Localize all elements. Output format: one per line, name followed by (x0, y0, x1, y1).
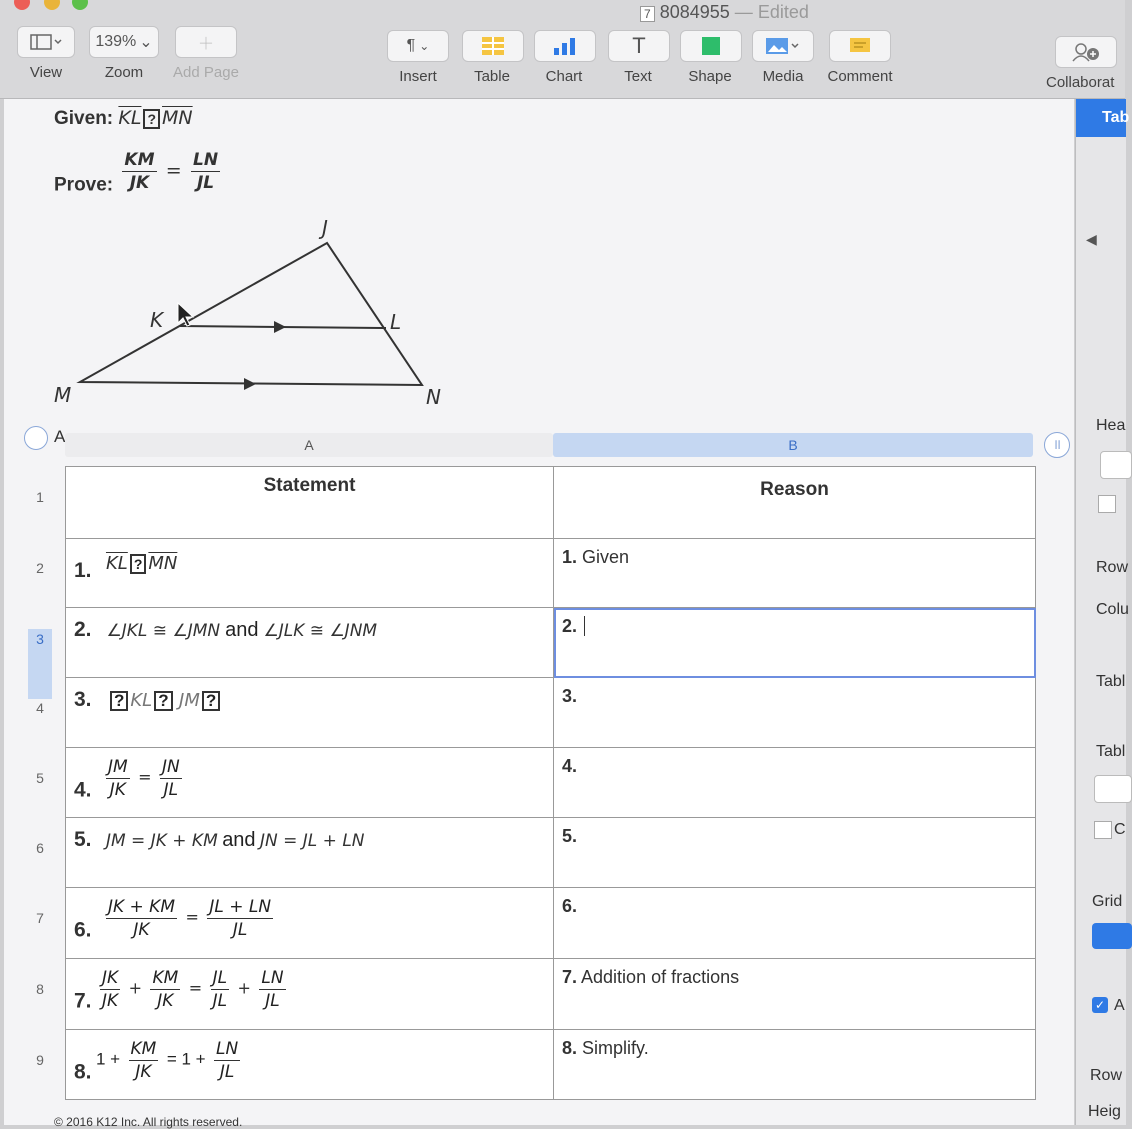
table-row (66, 678, 1036, 748)
prove-right-fraction (191, 149, 220, 194)
reason-cell-7[interactable] (554, 959, 1036, 1030)
document-name: 8084955 (659, 2, 730, 22)
table-row (66, 467, 1036, 539)
reason-header[interactable]: Reason (554, 467, 1036, 539)
row-number-3-label: 3 (36, 631, 44, 647)
equals-sign: = (138, 767, 152, 787)
select-table-handle[interactable] (24, 426, 48, 450)
statement-3-text-j: J (179, 690, 185, 711)
inspector-tab-table[interactable]: Tab (1076, 99, 1126, 137)
missing-symbol-box: ? (143, 109, 160, 129)
given-segment-kl: $\overline{KL}$ (118, 107, 142, 129)
parallel-arrow-kl-icon (274, 321, 286, 333)
numerator: JL + LN (209, 897, 272, 917)
fraction (150, 967, 180, 1012)
statement-8-equals-one-plus: = 1 + (166, 1049, 206, 1069)
zoom-value: 139% (95, 33, 137, 50)
denominator: JL (212, 991, 228, 1011)
prove-left-fraction (122, 149, 156, 194)
numerator: LN (261, 968, 284, 988)
collaborate-label: Collaborat (1046, 74, 1115, 91)
statement-number-2: 2. (74, 618, 92, 641)
statement-5-equation-b: JN = JL + LN (260, 831, 365, 851)
statement-cell-3[interactable] (66, 678, 554, 748)
reason-number-2: 2. (562, 616, 578, 636)
table-icon (462, 30, 524, 62)
collaborate-button[interactable] (1046, 36, 1125, 91)
equals-sign: = (185, 907, 199, 927)
document-title (640, 2, 809, 23)
numerator: KM (152, 968, 179, 988)
copyright-footer: © 2016 K12 Inc. All rights reserved. (54, 1115, 243, 1129)
statement-cell-5[interactable] (66, 818, 554, 888)
table-row (66, 959, 1036, 1030)
fraction (214, 1038, 240, 1083)
checkbox-checked[interactable]: ✓ (1092, 997, 1108, 1013)
insert-label: Insert (399, 68, 437, 85)
column-header-b[interactable]: B (553, 433, 1033, 457)
inspector-label-rows: Row (1096, 559, 1129, 576)
statement-6-left-fraction (106, 896, 177, 941)
prove-left-numerator: KM (124, 150, 155, 170)
statement-8-one-plus: 1 + (95, 1049, 121, 1069)
text-button[interactable] (608, 30, 668, 85)
shape-button[interactable] (680, 30, 740, 85)
numerator: KM (130, 1039, 157, 1059)
plus-sign: + (128, 978, 142, 998)
view-label: View (29, 64, 63, 81)
view-button[interactable] (16, 26, 76, 81)
table-row (66, 608, 1036, 678)
reason-cell-6[interactable] (554, 888, 1036, 959)
statement-3-missing-box-3: ? (202, 691, 220, 711)
denominator: JK (135, 1062, 152, 1082)
edited-status: Edited (757, 2, 809, 22)
zoom-value-display (89, 26, 159, 58)
inspector-label-height: Heig (1088, 1103, 1121, 1120)
table-row (66, 1030, 1036, 1100)
statement-number-8: 8. (74, 1060, 92, 1084)
text-icon: T (608, 30, 670, 62)
reason-number-4: 4. (562, 756, 578, 776)
reason-text-8: Simplify. (582, 1038, 649, 1058)
prove-right-numerator: LN (193, 150, 219, 170)
reason-cell-2[interactable] (554, 608, 1036, 678)
mouse-cursor-icon (178, 303, 193, 326)
denominator: JK (109, 780, 126, 800)
statement-2-angles-a: ∠JKL ≅ ∠JMN (106, 621, 221, 641)
row-number-5[interactable]: 5 (36, 770, 44, 786)
point-label-m: M (54, 383, 72, 407)
fraction (129, 1038, 159, 1083)
row-number-2[interactable]: 2 (36, 560, 44, 576)
given-label: Given: (54, 108, 114, 129)
point-label-j: J (322, 216, 328, 240)
row-number-7[interactable]: 7 (36, 910, 44, 926)
statement-number-7: 7. (74, 989, 92, 1013)
document-icon: 7 (640, 6, 655, 22)
inspector-label-table-2: Tabl (1096, 743, 1126, 760)
row-number-3[interactable] (28, 629, 52, 699)
statement-2-angles-b: ∠JLK ≅ ∠JNM (263, 621, 378, 641)
numerator: LN (216, 1039, 239, 1059)
shape-label: Shape (688, 68, 732, 85)
reason-number-8: 8. (562, 1038, 578, 1058)
insert-button[interactable] (386, 30, 450, 85)
given-statement (54, 107, 193, 130)
reason-number-7: 7. (562, 967, 578, 987)
table-row (66, 539, 1036, 608)
table-name: A (54, 427, 66, 446)
statement-2-and: and (225, 619, 259, 641)
collaborate-icon (1055, 36, 1117, 68)
row-number-1[interactable]: 1 (36, 489, 44, 505)
reason-number-6: 6. (562, 896, 578, 916)
inspector-label-row: Row (1090, 1067, 1123, 1084)
inspector-label-headers: Hea (1096, 417, 1126, 434)
statement-5-equation-a: JM = JK + KM (105, 831, 218, 851)
inspector-label-table-1: Tabl (1096, 673, 1126, 690)
numerator: JK + KM (107, 897, 175, 917)
minimize-window-button[interactable] (44, 0, 60, 10)
statement-4-left-fraction (106, 756, 130, 801)
statement-1-missing-box: ? (130, 554, 147, 574)
table-grid-icon[interactable] (1100, 451, 1132, 479)
chart-button[interactable] (534, 30, 594, 85)
prove-label: Prove: (54, 174, 114, 196)
statement-number-6: 6. (74, 918, 92, 942)
image-icon (752, 30, 814, 62)
checkbox[interactable] (1098, 495, 1116, 513)
reason-text-7: Addition of fractions (581, 967, 740, 987)
given-segment-mn: $\overline{MN}$ (162, 107, 193, 129)
table-row (66, 888, 1036, 959)
denominator: JL (163, 780, 179, 800)
statement-6-right-fraction (207, 896, 273, 941)
reason-cell-3[interactable] (554, 678, 1036, 748)
denominator: JL (232, 920, 248, 940)
text-label: Text (624, 68, 652, 85)
reason-cell-4[interactable] (554, 748, 1036, 818)
table-row (66, 818, 1036, 888)
statement-number-5: 5. (74, 828, 92, 851)
zoom-window-button[interactable] (72, 0, 88, 10)
prove-statement (54, 149, 224, 197)
inspector-label-a: A (1114, 997, 1125, 1014)
equals-sign: = (188, 978, 203, 998)
chevron-left-icon[interactable]: ◀ (1086, 231, 1097, 247)
shape-icon (680, 30, 742, 62)
reason-cell-1[interactable] (554, 539, 1036, 608)
statement-number-4: 4. (74, 778, 92, 802)
reason-number-5: 5. (562, 826, 578, 846)
media-button[interactable] (752, 30, 814, 85)
statement-3-missing-box-2: ? (154, 691, 172, 711)
parallel-arrow-mn-icon (244, 378, 256, 390)
statement-cell-1[interactable] (66, 539, 554, 608)
denominator: JL (265, 991, 280, 1011)
plus-icon: ＋ (175, 26, 237, 58)
checkbox[interactable] (1094, 821, 1112, 839)
row-number-9[interactable]: 9 (36, 1052, 44, 1068)
row-number-6[interactable]: 6 (36, 840, 44, 856)
comment-label: Comment (827, 68, 893, 85)
numerator: JM (107, 757, 128, 777)
border-style-control[interactable] (1094, 775, 1132, 803)
sidebar-view-icon (17, 26, 75, 58)
numerator: JN (161, 757, 180, 777)
add-column-handle-icon[interactable]: ॥ (1044, 432, 1070, 458)
toolbar (0, 26, 1125, 99)
title-separator: — (734, 2, 753, 22)
prove-left-denominator: JK (129, 173, 150, 193)
zoom-select[interactable] (88, 26, 160, 81)
statement-number-3: 3. (74, 688, 92, 711)
reason-number-1: 1. (562, 547, 578, 567)
reason-text-1: Given (582, 547, 630, 567)
add-page-label: Add Page (173, 64, 239, 81)
numerator: JL (212, 968, 228, 988)
fraction (100, 967, 120, 1012)
inspector-label-grid: Grid (1092, 893, 1123, 910)
statement-1-segment-kl: $\overline{KL}$ (105, 553, 128, 574)
row-number-4[interactable]: 4 (36, 700, 44, 716)
statement-cell-4[interactable] (66, 748, 554, 818)
column-header-a[interactable]: A (65, 433, 553, 457)
prove-right-denominator: JL (196, 173, 215, 193)
title-bar (0, 0, 1125, 26)
chevron-down-icon: ⌄ (139, 34, 153, 51)
media-label: Media (762, 68, 804, 85)
statement-number-1: 1. (74, 559, 92, 582)
proof-table (65, 466, 1036, 1100)
table-button[interactable] (462, 30, 522, 85)
fraction (211, 967, 230, 1012)
statement-3-missing-box-1: ? (110, 691, 128, 711)
comment-button[interactable] (824, 30, 896, 85)
paragraph-icon: ¶ ⌄ (387, 30, 449, 62)
statement-cell-7[interactable] (66, 959, 554, 1030)
table-label: Table (474, 68, 510, 85)
statement-cell-2[interactable] (66, 608, 554, 678)
denominator: JK (133, 920, 150, 940)
row-number-8[interactable]: 8 (36, 981, 44, 997)
table-row (66, 748, 1036, 818)
denominator: JL (219, 1062, 235, 1082)
point-label-l: L (390, 310, 402, 334)
triangle-diagram (44, 209, 464, 419)
reason-number-3: 3. (562, 686, 578, 706)
reason-cell-8[interactable] (554, 1030, 1036, 1100)
chart-label: Chart (545, 68, 583, 85)
inspector-label-c: C (1114, 821, 1126, 838)
comment-icon (829, 30, 891, 62)
denominator: JK (157, 991, 174, 1011)
zoom-label: Zoom (104, 64, 144, 81)
document-canvas[interactable] (4, 99, 1074, 1129)
inspector-label-columns: Colu (1096, 601, 1129, 618)
bar-chart-icon (534, 30, 596, 62)
grid-lines-button[interactable] (1092, 923, 1132, 949)
text-cursor (584, 616, 585, 636)
point-label-n: N (426, 385, 441, 409)
triangle-jmn (80, 243, 422, 385)
numerator: JK (101, 968, 119, 988)
statement-1-segment-mn: $\overline{MN}$ (148, 553, 178, 574)
statement-header[interactable]: Statement (66, 467, 554, 539)
reason-cell-5[interactable] (554, 818, 1036, 888)
plus-sign: + (237, 978, 251, 998)
add-page-button[interactable] (170, 26, 242, 81)
statement-cell-6[interactable] (66, 888, 554, 959)
point-label-k: K (150, 308, 164, 332)
statement-3-text-m: M (184, 690, 200, 711)
close-window-button[interactable] (14, 0, 30, 10)
statement-cell-8[interactable] (66, 1030, 554, 1100)
fraction (259, 967, 285, 1012)
prove-equals: = (165, 159, 182, 182)
statement-5-and: and (222, 829, 256, 851)
format-inspector (1075, 99, 1130, 1125)
statement-3-text-kl: KL (130, 690, 153, 711)
statement-4-right-fraction (160, 756, 182, 801)
denominator: JK (101, 991, 119, 1011)
